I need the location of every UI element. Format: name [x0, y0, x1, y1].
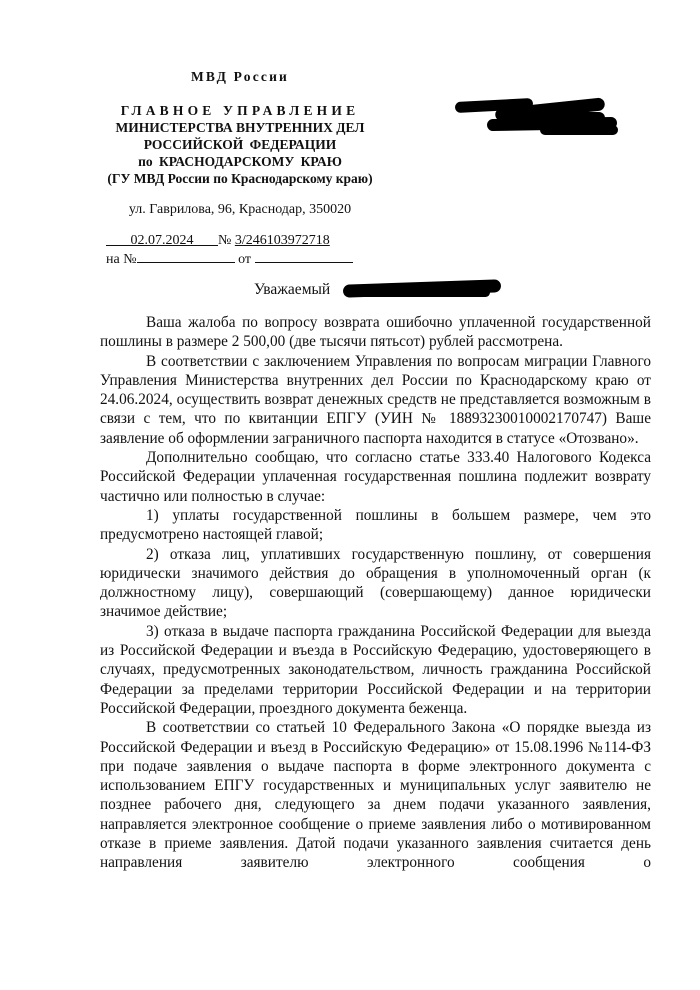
- from-label: от: [238, 252, 252, 267]
- list-item-3: 3) отказа в выдаче паспорта гражданина Российской Федерации для выезда из Российской Федерации и въезда в Российскую Федерацию, удостоверяющего в случаях, предусмотренных законодательством, личность гражданина Российской Федерации за пределами территории Российской Федерации и на территории Российской Федерации, проездного документа беженца.: [100, 622, 651, 717]
- org-full-name: [90, 102, 390, 187]
- paragraph-complaint: Ваша жалоба по вопросу возврата ошибочно уплаченной государственной пошлины в размере 2 500,00 (две тысячи пятьсот) рублей рассмотрена.: [100, 314, 651, 351]
- org-address: ул. Гаврилова, 96, Краснодар, 350020: [128, 202, 352, 217]
- reference-line: [106, 249, 353, 268]
- org-line-1: ГЛАВНОЕ УПРАВЛЕНИЕ: [120, 103, 360, 118]
- registration-line: [106, 232, 330, 249]
- org-line-4: по КРАСНОДАРСКОМУ КРАЮ: [138, 154, 342, 169]
- reference-date-blank: [255, 249, 353, 263]
- paragraph-tax-code: Дополнительно сообщаю, что согласно статье 333.40 Налогового Кодекса Российской Федерации уплаченная государственная пошлина подлежит возврату частично или полностью в случае:: [100, 449, 651, 505]
- registration-date-field: [106, 233, 218, 248]
- number-label: №: [218, 233, 232, 248]
- registration-number: 3/246103972718: [234, 233, 330, 248]
- salutation-text: Уважаемый: [254, 281, 331, 298]
- paragraph-refusal: В соответствии с заключением Управления по вопросам миграции Главного Управления Министерства внутренних дел России по Краснодарскому краю от 24.06.2024, осуществить возврат денежных средств не представляется возможным в связи с тем, что по квитанции ЕПГУ (УИН № 18893230010002170747) Ваше заявление об оформлении заграничного паспорта находится в статусе «Отозвано».: [100, 352, 651, 447]
- salutation: [254, 280, 330, 300]
- list-item-1: 1) уплаты государственной пошлины в большем размере, чем это предусмотрено настоящей главой;: [100, 506, 651, 544]
- redaction-mark: [540, 125, 618, 135]
- reference-number-blank: [137, 249, 235, 263]
- reference-label: на №: [106, 252, 137, 267]
- registration-date: 02.07.2024: [130, 233, 194, 248]
- paragraph-federal-law: В соответствии со статьей 10 Федерального Закона «О порядке выезда из Российской Федерации и въезд в Российскую Федерацию» от 15.08.1996 №114-ФЗ при подаче заявления о выдаче паспорта в форме электронного документа с использованием ЕПГУ государственных и муниципальных услуг заявителю не позднее рабочего дня, следующего за днем подачи указанного заявления, направляется электронное сообщение о приеме заявления либо о мотивированном отказе в приеме заявления. Датой подачи указанного заявления считается день направления заявителю электронного сообщения о: [100, 719, 651, 872]
- org-line-2: МИНИСТЕРСТВА ВНУТРЕННИХ ДЕЛ: [115, 120, 365, 135]
- org-short-name: МВД России: [190, 69, 290, 84]
- org-line-3: РОССИЙСКОЙ ФЕДЕРАЦИИ: [143, 137, 337, 152]
- list-item-2: 2) отказа лиц, уплативших государственную пошлину, от совершения юридически значимого действия до обращения в уполномоченный орган (к должностному лицу), совершающий (совершающему) данное юридически значимое действие;: [100, 545, 651, 621]
- redaction-mark: [350, 288, 490, 297]
- org-line-5: (ГУ МВД России по Краснодарскому краю): [107, 171, 373, 186]
- letter-body: [100, 313, 651, 873]
